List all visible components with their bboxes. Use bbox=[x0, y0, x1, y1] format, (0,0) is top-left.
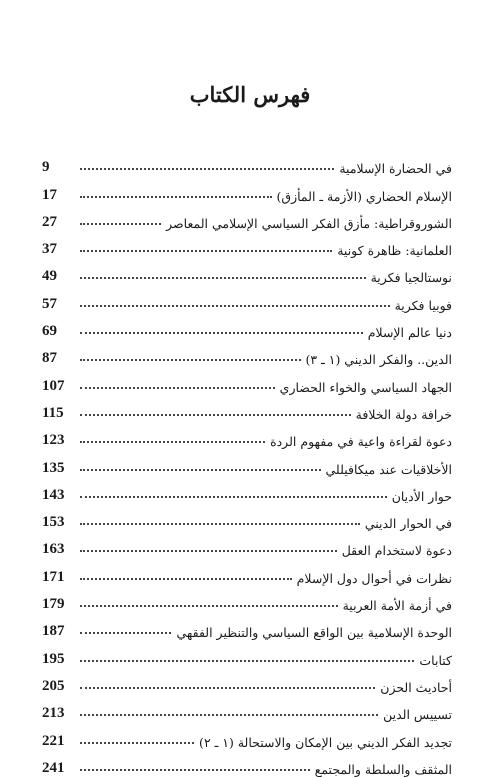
toc-entry-page-number: 49 bbox=[42, 268, 57, 285]
dot-leader bbox=[80, 332, 363, 334]
toc-entry bbox=[42, 149, 452, 176]
toc-entry-title: الدين.. والفكر الديني (١ ـ ٣) bbox=[305, 352, 452, 368]
dot-leader bbox=[80, 250, 332, 252]
toc-entry-page-number: 187 bbox=[42, 623, 65, 640]
toc-entry-title: الإسلام الحضاري (الأزمة ـ المأزق) bbox=[276, 188, 452, 204]
toc-entry-page-number: 27 bbox=[42, 213, 57, 230]
dot-leader bbox=[80, 550, 337, 552]
toc-entry-title: الوحدة الإسلامية بين الواقع السياسي والتنظير الفقهي bbox=[176, 625, 452, 641]
dot-leader bbox=[80, 714, 378, 716]
toc-entry-page-number: 205 bbox=[42, 677, 65, 694]
toc-entry bbox=[42, 176, 452, 203]
dot-leader bbox=[80, 496, 387, 498]
toc-entry-page-number: 135 bbox=[42, 459, 65, 476]
dot-leader bbox=[80, 660, 414, 662]
toc-entry-page-number: 153 bbox=[42, 514, 65, 531]
toc-entry-title: نظرات في أحوال دول الإسلام bbox=[296, 570, 452, 586]
toc-entry bbox=[42, 258, 452, 285]
toc-entry bbox=[42, 422, 452, 449]
toc-entry bbox=[42, 640, 452, 667]
toc-entry-page-number: 123 bbox=[42, 432, 65, 449]
dot-leader bbox=[80, 359, 301, 361]
toc-entry bbox=[42, 750, 452, 777]
toc-entry-page-number: 37 bbox=[42, 241, 57, 258]
toc-entry-page-number: 69 bbox=[42, 323, 57, 340]
toc-entry-title: الشوروقراطية: مأزق الفكر السياسي الإسلامي المعاصر bbox=[166, 215, 452, 231]
dot-leader bbox=[80, 223, 161, 225]
toc-entry bbox=[42, 477, 452, 504]
toc-entry-title: تجديد الفكر الديني بين الإمكان والاستحالة (١ ـ ٢) bbox=[199, 734, 452, 750]
dot-leader bbox=[80, 196, 272, 198]
toc-entry-title: دعوة لاستخدام العقل bbox=[341, 543, 452, 559]
dot-leader bbox=[80, 687, 375, 689]
toc-entry bbox=[42, 204, 452, 231]
toc-entry-page-number: 241 bbox=[42, 759, 65, 776]
dot-leader bbox=[80, 387, 275, 389]
toc-entry-page-number: 107 bbox=[42, 377, 65, 394]
dot-leader bbox=[80, 277, 366, 279]
toc-entry bbox=[42, 367, 452, 394]
toc-entry-title: المثقف والسلطة والمجتمع bbox=[314, 761, 452, 777]
toc-entry-page-number: 213 bbox=[42, 705, 65, 722]
toc-entry bbox=[42, 504, 452, 531]
toc-entry-title: في الحوار الديني bbox=[364, 516, 452, 532]
dot-leader bbox=[80, 632, 171, 634]
toc-entry bbox=[42, 313, 452, 340]
dot-leader bbox=[80, 469, 321, 471]
toc-entry-page-number: 143 bbox=[42, 486, 65, 503]
table-of-contents bbox=[42, 149, 452, 777]
toc-entry bbox=[42, 340, 452, 367]
dot-leader bbox=[80, 414, 351, 416]
dot-leader bbox=[80, 441, 265, 443]
page-title: فهرس الكتاب bbox=[189, 82, 311, 107]
dot-leader bbox=[80, 742, 194, 744]
toc-entry bbox=[42, 531, 452, 558]
toc-entry-title: كتابات bbox=[419, 652, 452, 668]
toc-entry-title: نوستالجيا فكرية bbox=[370, 270, 452, 286]
toc-entry-page-number: 57 bbox=[42, 295, 57, 312]
toc-entry bbox=[42, 668, 452, 695]
toc-entry bbox=[42, 395, 452, 422]
toc-entry bbox=[42, 613, 452, 640]
toc-entry-page-number: 163 bbox=[42, 541, 65, 558]
toc-entry bbox=[42, 586, 452, 613]
toc-entry bbox=[42, 285, 452, 312]
dot-leader bbox=[80, 578, 292, 580]
toc-entry-title: في أزمة الأمة العربية bbox=[342, 598, 452, 614]
toc-entry-page-number: 195 bbox=[42, 650, 65, 667]
toc-entry-page-number: 221 bbox=[42, 732, 65, 749]
toc-entry-page-number: 171 bbox=[42, 568, 65, 585]
toc-entry-page-number: 17 bbox=[42, 186, 57, 203]
dot-leader bbox=[80, 523, 360, 525]
toc-entry-title: الجهاد السياسي والخواء الحضاري bbox=[279, 379, 452, 395]
dot-leader bbox=[80, 769, 310, 771]
toc-entry-title: فوبيا فكرية bbox=[394, 297, 452, 313]
toc-entry-title: دعوة لقراءة واعية في مفهوم الردة bbox=[270, 434, 452, 450]
toc-entry-title: دنيا عالم الإسلام bbox=[367, 325, 452, 341]
dot-leader bbox=[80, 605, 338, 607]
dot-leader bbox=[80, 305, 390, 307]
toc-entry-page-number: 115 bbox=[42, 404, 64, 421]
toc-entry-page-number: 9 bbox=[42, 159, 50, 176]
toc-entry-title: في الحضارة الإسلامية bbox=[339, 161, 452, 177]
toc-entry bbox=[42, 558, 452, 585]
toc-entry bbox=[42, 449, 452, 476]
toc-entry bbox=[42, 231, 452, 258]
toc-entry-page-number: 179 bbox=[42, 596, 65, 613]
toc-entry-title: خرافة دولة الخلافة bbox=[355, 406, 452, 422]
toc-entry-title: حوار الأديان bbox=[391, 488, 452, 504]
toc-entry-title: العلمانية: ظاهرة كونية bbox=[337, 243, 452, 259]
toc-entry bbox=[42, 722, 452, 749]
toc-entry bbox=[42, 695, 452, 722]
toc-entry-title: تسييس الدين bbox=[383, 707, 452, 723]
toc-entry-title: الأخلاقيات عند ميكافيللي bbox=[325, 461, 452, 477]
toc-entry-page-number: 87 bbox=[42, 350, 57, 367]
dot-leader bbox=[80, 168, 334, 170]
toc-entry-title: أحاديث الحزن bbox=[380, 679, 452, 695]
